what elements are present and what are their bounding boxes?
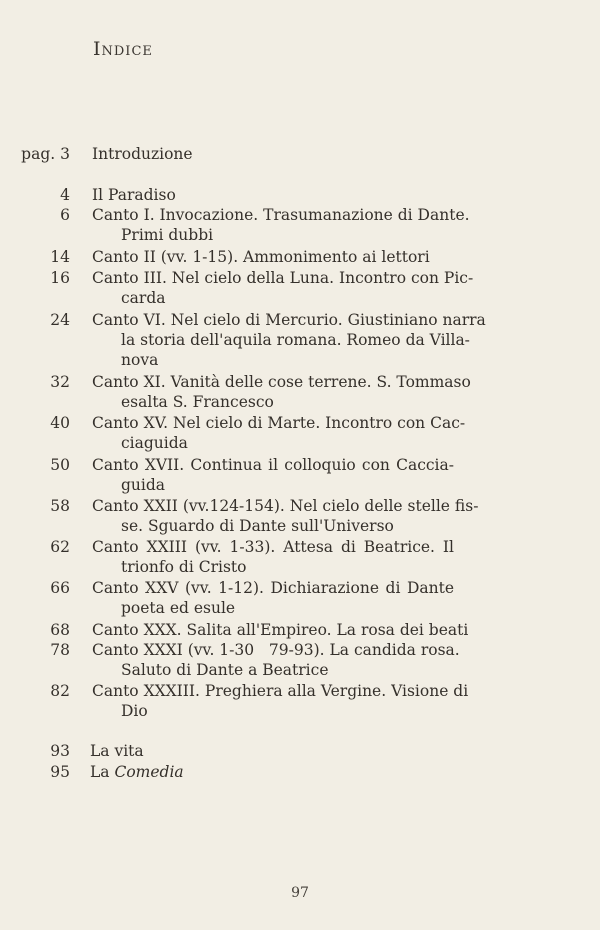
toc-line-prefix: La <box>90 763 115 781</box>
toc-line: Canto XXII (vv.124-154). Nel cielo delle stelle fis- <box>92 497 479 515</box>
toc-page-number: 16 <box>50 269 70 287</box>
toc-line: Introduzione <box>92 145 193 163</box>
toc-line: Canto XXXI (vv. 1-30 79-93). La candida rosa. <box>92 641 460 659</box>
toc-line: se. Sguardo di Dante sull'Universo <box>121 517 394 535</box>
toc-page-number: 66 <box>50 579 70 597</box>
toc-line: ciaguida <box>121 434 188 452</box>
toc-line: Canto XXXIII. Preghiera alla Vergine. Visione di <box>92 682 469 700</box>
toc-entry-text <box>92 205 470 245</box>
toc-entry-text <box>92 185 454 205</box>
toc-entry-text <box>92 620 469 640</box>
toc-line: poeta ed esule <box>121 599 236 617</box>
toc-entry-text <box>92 578 454 618</box>
page-prefix: pag. <box>21 145 56 163</box>
toc-entry-text <box>92 372 471 412</box>
toc-page-number: 93 <box>50 742 70 760</box>
page-value: 3 <box>60 145 70 163</box>
toc-line: Dio <box>121 702 148 720</box>
toc-entry-text <box>92 268 474 308</box>
toc-line: Canto I. Invocazione. Trasumanazione di Dante. <box>92 206 470 224</box>
toc-line: guida <box>121 476 166 494</box>
toc-page-number: 4 <box>60 186 70 204</box>
toc-page-number <box>0 144 70 164</box>
toc-page-number: 14 <box>50 248 70 266</box>
toc-line: trionfo di Cristo <box>121 558 247 576</box>
toc-line: Canto VI. Nel cielo di Mercurio. Giustiniano narra <box>92 311 486 329</box>
toc-entry-text <box>90 741 452 761</box>
toc-entry-text <box>90 762 452 782</box>
toc-page-number: 82 <box>50 682 70 700</box>
toc-line-italic: Comedia <box>114 763 184 781</box>
toc-entry-text <box>92 681 469 721</box>
toc-page-number: 6 <box>60 206 70 224</box>
toc-line: Canto XVII. Continua il colloquio con Caccia- <box>92 456 454 474</box>
toc-line: carda <box>121 289 166 307</box>
toc-page-number: 24 <box>50 311 70 329</box>
toc-line: Canto XXX. Salita all'Empireo. La rosa dei beati <box>92 621 469 639</box>
toc-entry-text <box>92 455 454 495</box>
toc-line <box>90 762 452 782</box>
footer-page-number: 97 <box>291 885 309 901</box>
toc-line: Canto II (vv. 1-15). Ammonimento ai lettori <box>92 248 430 266</box>
toc-page-number: 62 <box>50 538 70 556</box>
toc-page-number: 50 <box>50 456 70 474</box>
toc-line: esalta S. Francesco <box>121 393 274 411</box>
toc-entry-text <box>92 247 454 267</box>
page-title: Indice <box>93 38 153 60</box>
toc-page-number: 58 <box>50 497 70 515</box>
toc-entry-text <box>92 640 460 680</box>
toc-line: Canto XXV (vv. 1-12). Dichiarazione di Dante <box>92 579 454 597</box>
toc-page-number: 32 <box>50 373 70 391</box>
toc-line: Saluto di Dante a Beatrice <box>121 661 329 679</box>
toc-page-number: 40 <box>50 414 70 432</box>
toc-entry-text <box>92 413 466 453</box>
toc-line: nova <box>121 351 159 369</box>
toc-entry-text <box>92 496 479 536</box>
toc-page-number: 95 <box>50 763 70 781</box>
toc-line: Il Paradiso <box>92 186 176 204</box>
toc-line: Canto XI. Vanità delle cose terrene. S. Tommaso <box>92 373 471 391</box>
toc-line: Canto XV. Nel cielo di Marte. Incontro con Cac- <box>92 414 466 432</box>
toc-entry-text <box>92 310 486 370</box>
toc-line: La vita <box>90 742 144 760</box>
toc-line: Canto XXIII (vv. 1-33). Attesa di Beatrice. Il <box>92 538 454 556</box>
toc-entry-text <box>92 144 454 164</box>
toc-line: la storia dell'aquila romana. Romeo da Villa- <box>121 331 470 349</box>
toc-line: Primi dubbi <box>121 226 214 244</box>
toc-entry-text <box>92 537 454 577</box>
toc-page-number: 78 <box>50 641 70 659</box>
toc-line: Canto III. Nel cielo della Luna. Incontro con Pic- <box>92 269 474 287</box>
toc-page-number: 68 <box>50 621 70 639</box>
